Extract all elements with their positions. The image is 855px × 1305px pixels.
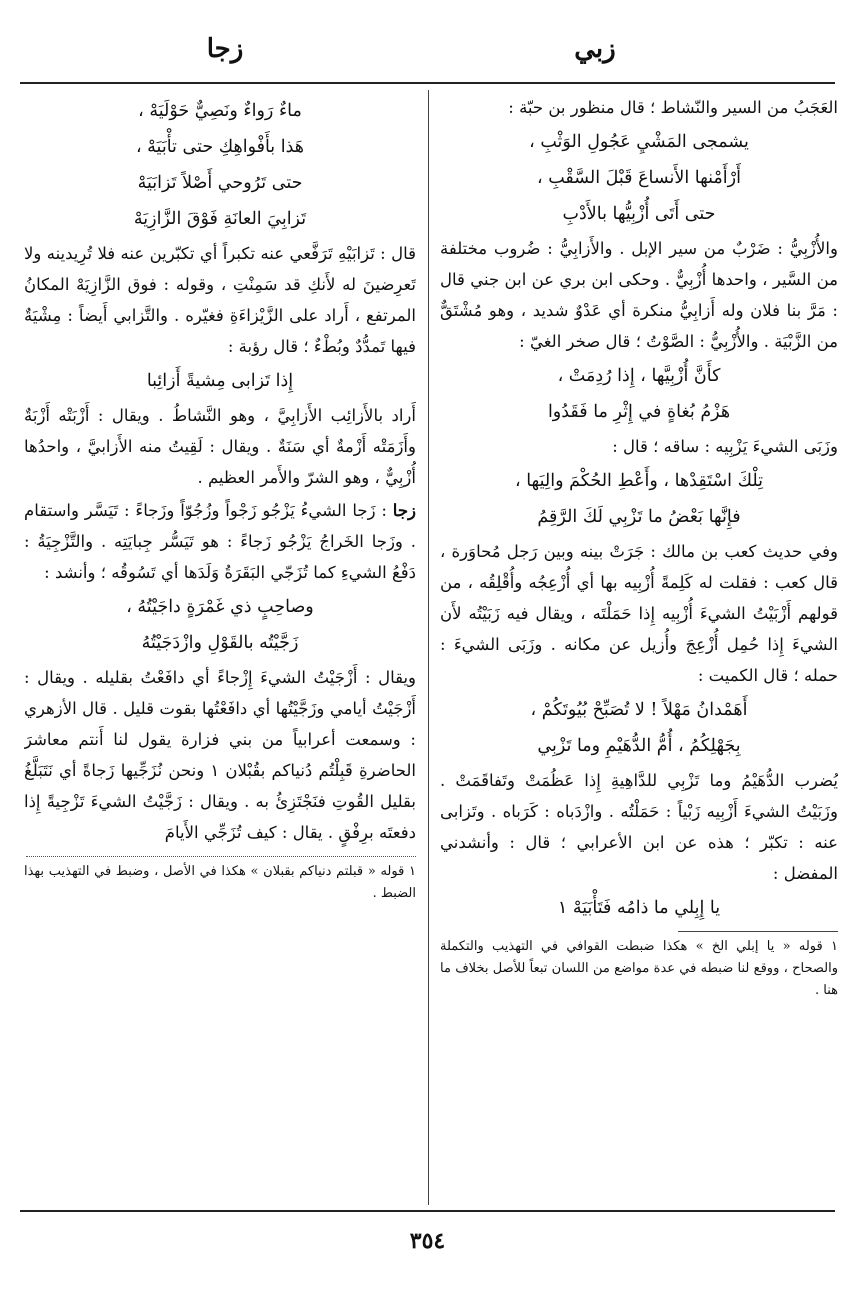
verse-line: حتى تَرُوحي أَصْلاً تَزابَيَهْ bbox=[137, 173, 303, 193]
verse-line: وصاحِبٍ ذي غَمْرَةٍ داجَيْتُهُ ، bbox=[126, 597, 314, 617]
running-head-right: زبي bbox=[574, 34, 616, 64]
page-number: ٣٥٤ bbox=[409, 1228, 446, 1254]
left-column bbox=[24, 92, 416, 1202]
verse-line: تَزابِيَ العانَةِ فَوْقَ الزَّازِيَهْ bbox=[133, 209, 307, 229]
entry-paragraph bbox=[24, 495, 416, 588]
footnote-rule bbox=[678, 931, 838, 932]
verse-line: بِجَهْلِكُمُ ، أُمُّ الدُّهَيْمِ وما تَزْبِي bbox=[537, 736, 741, 756]
verse-line: كأَنَّ أُزْبِيَّها ، إِذا رُدِمَتْ ، bbox=[557, 366, 721, 386]
verse-line: إِذا تَزابى مِشيةً أَزائِبا bbox=[146, 371, 294, 391]
verse-line: يشمجى المَشْيِ عَجُولِ الوَثْبِ ، bbox=[529, 132, 749, 152]
footnote-rule bbox=[26, 856, 416, 857]
paragraph: العَجَبُ من السير والنّشاط ؛ قال منظور بن حبّة : bbox=[508, 98, 838, 117]
verse-line: فإِنَّها بَعْضُ ما تَزْبِي لَكَ الرَّقِمُ bbox=[537, 507, 741, 527]
verse-line: ماءٌ رَواءٌ ونَصِيٌّ حَوْلَيَهْ ، bbox=[138, 101, 302, 121]
footer-rule bbox=[20, 1210, 835, 1212]
header-rule bbox=[20, 82, 835, 84]
paragraph: وفي حديث كعب بن مالك : جَرَتْ بينه وبين رَجل مُحاوَرة ، قال كعب : فقلت له كَلِمةً أُزْبِيه بها أي أُزْعِجُه وأُقْلِقُه ، من قولهم أَزْبَيْتُ الشيءَ أُزْبِيه إِذا حَمَلْتَه ، ويقال فيه زَبَيْتُه لأَن الشيءَ إِذا حُمِل أُزْعِجَ وأُزيل عن مكانه . وزَبَى الشيءَ : حمله ؛ قال الكميت : bbox=[440, 542, 838, 685]
paragraph: قال : تَزابَيْهِ تَرَفَّعي عنه تكبراً أي تكبّرين عنه فلا تُرِيدينه ولا تَعرِضينَ له لأَنكِ قد سَمِنْتِ ، وقوله : فوق الزَّازِيَهْ المكانُ المرتفع ، أَراد على الزَّيْزاءَةِ فغيّره . والتَّزابي أَيضاً : مِشْيَةٌ فيها تَمدُّدٌ وبُطْءٌ ؛ قال رؤبة : bbox=[24, 244, 416, 356]
footnote: ١ قوله « يا إبلي الخ » هكذا ضبطت القوافي في التهذيب والتكملة والصحاح ، ووقع لنا ضبطه في عدة مواضع من اللسان تبعاً للأصل بخلاف ما هنا . bbox=[440, 939, 838, 998]
footnote: ١ قوله « قبلتم دنياكم بقبلان » هكذا في الأصل ، وضبط في التهذيب بهذا الضبط . bbox=[24, 864, 416, 901]
right-column bbox=[440, 92, 838, 1202]
running-head-left: زجا bbox=[206, 34, 244, 64]
verse-line: هَذا بأَفْواهِكِ حتى تأْبَيَهْ ، bbox=[135, 137, 305, 157]
verse-line: تِلْكَ اسْتَقِدْها ، وأَعْطِ الحُكْمَ والِيَها ، bbox=[515, 471, 763, 491]
entry-headword: زجا bbox=[392, 501, 416, 520]
paragraph: وزَبَى الشيءَ يَزْبِيه : ساقه ؛ قال : bbox=[612, 437, 838, 456]
verse-line: أَهَمْدانُ مَهْلاً ! لا تُصَبِّحْ بُيُوتَكُمْ ، bbox=[530, 700, 748, 720]
verse-line: حتى أَتَى أُزْبِيُّها بالأَدْبِ bbox=[562, 204, 716, 224]
verse-line: زَجَّيْتُه بالقَوْلِ وازْدَجَيْتُهُ bbox=[141, 633, 299, 653]
paragraph: والأُزْبِيُّ : ضَرْبٌ من سير الإبل . والأَزابِيُّ : ضُروب مختلفة من السَّير ، واحدها أُزْبِيٌّ . وحكى ابن بري عن ابن جني قال : مَرَّ بنا فلان وله أَزابِيُّ منكرة أي عَدْوٌ شديد ، وهو مُشْتَقٌّ من الزَّبْيَة . والأُزْبِيُّ : الصَّوْتُ ؛ قال صخر الغيّ : bbox=[440, 239, 838, 351]
entry-text: : زَجا الشيءُ يَزْجُو زَجْواً وزُجُوّاً وزَجاءً : تَيَسَّر واستقام . وزَجا الخَراجُ يَزْجُو زَجاءً : هو تَيَسُّر جِبايَتِه . والتَّزْجِيَةُ : دَفْعُ الشيءِ كما تُزَجّي البَقَرَةُ وَلَدَها أي تَسُوقُه ؛ وأنشد : bbox=[24, 501, 416, 582]
verse-line: هَزْمُ بُغاةٍ في إِثْرِ ما فَقَدُوا bbox=[547, 402, 731, 422]
paragraph: أَراد بالأَزائِب الأَزابِيَّ ، وهو النَّشاطُ . ويقال : أَزْبَتْه أَزْبَةٌ وأَزَمَتْه أَزْمةٌ أي سَنَةٌ . ويقال : لَقِيتُ منه الأَزابيَّ ، واحدُها أُزْبِيٌّ ، وهو الشرّ والأَمر العظيم . bbox=[24, 406, 416, 487]
verse-line: أَرْأَمْنها الأَنساعَ قَبْلَ السَّقْبِ ، bbox=[537, 168, 741, 188]
verse-line: يا إِبِلي ما ذامُه فَتَأْبَيَهْ ١ bbox=[557, 898, 721, 918]
paragraph: ويقال : أَزْجَيْتُ الشيءَ إِزْجاءً أي دافَعْتُ بقليله . ويقال : أَزْجَيْتُ أيامي وزَجَّيْتُها أي دافَعْتُها بقوت قليل . قال الأزهري : وسمعت أعرابياً من بني فزارة يقول لنا أَنتم معاشرَ الحاضرةِ قَبِلْتُم دُنياكم بقُبْلان ١ ونحن نُزَجِّيها زَجاةً أي نَتَبَلَّغُ بقليل القُوتِ فنَجْتَزِئُ به . ويقال : زَجَّيْتُ الشيءَ تَزْجِيةً إِذا دفعتَه برِفْقٍ . يقال : كيف تُزَجِّي الأَيامَ bbox=[24, 668, 416, 842]
paragraph: يُضرب الدُّهَيْمُ وما تَزْبِي للدَّاهِيةِ إِذا عَظُمَتْ وتَفاقَمَتْ . وزَبَيْتُ الشيءَ أَزْبِيه زَبْياً : حَمَلْتُه . وازْدَباه : كَرَباه . وتَزابى عنه : تكبّر ؛ هذه عن ابن الأعرابي ؛ قال : وأنشدني المفضل : bbox=[440, 771, 838, 883]
column-divider bbox=[428, 90, 429, 1205]
